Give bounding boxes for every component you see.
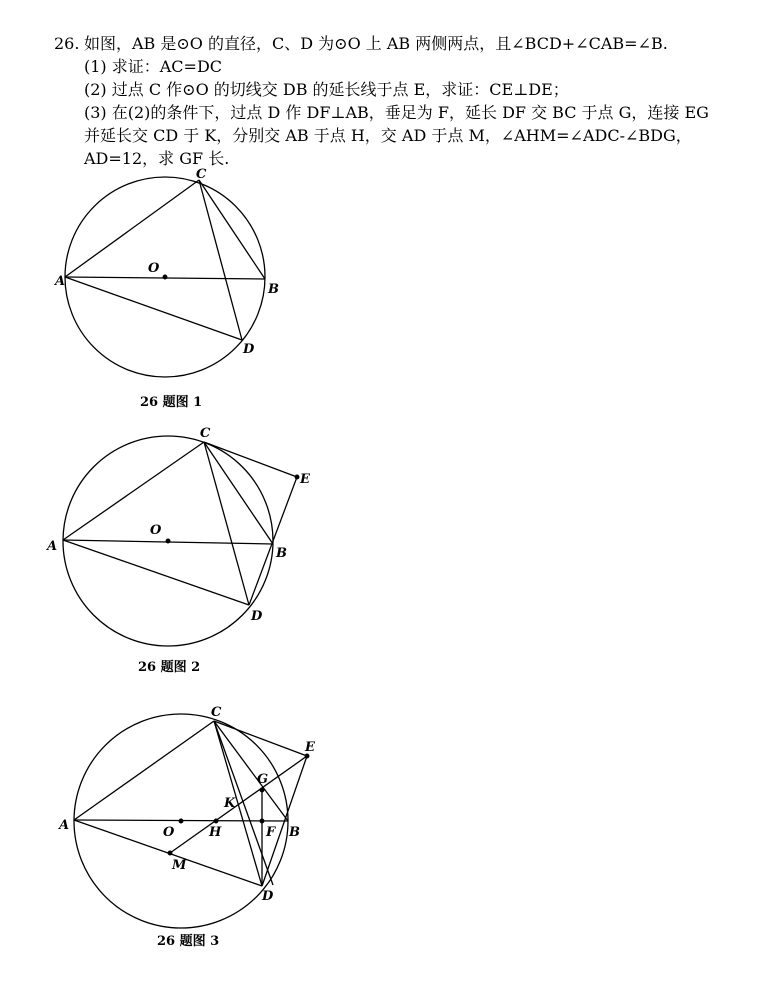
fig3-label-m: M <box>172 858 187 873</box>
fig2-segment-ad <box>63 540 249 605</box>
fig2-point-e-dot <box>295 475 299 479</box>
fig2-label-e: E <box>300 472 310 487</box>
fig2-label-d: D <box>251 609 263 624</box>
fig3-point-f-dot <box>260 819 264 823</box>
part-3-line-3: AD=12，求 GF 长. <box>84 149 230 168</box>
part-2: (2) 过点 C 作⊙O 的切线交 DB 的延长线于点 E，求证：CE⊥DE； <box>84 80 569 99</box>
fig3-center-dot <box>179 819 183 823</box>
fig1-label-c: C <box>196 167 207 182</box>
figure-2-labels <box>45 426 311 675</box>
fig3-label-c: C <box>211 705 222 720</box>
fig3-label-k: K <box>224 796 236 811</box>
fig1-label-b: B <box>268 282 279 297</box>
fig2-tangent-ce <box>204 442 297 477</box>
fig1-segment-ac <box>65 180 199 277</box>
fig3-segment-cd <box>214 721 262 886</box>
fig2-label-a: A <box>47 539 58 554</box>
fig3-label-a: A <box>59 818 70 833</box>
fig2-segment-cb <box>204 442 273 544</box>
fig3-point-g-dot <box>260 788 264 792</box>
fig1-segment-cd <box>199 180 242 340</box>
fig1-label-o: O <box>148 261 160 276</box>
fig3-tangent-ce <box>214 721 307 756</box>
fig3-label-f: F <box>266 825 276 840</box>
part-3-line-2: 并延长交 CD 于 K，分别交 AB 于点 H，交 AD 于点 M，∠AHM=∠ADC-∠BDG， <box>84 126 692 145</box>
fig1-label-d: D <box>243 342 255 357</box>
fig2-label-c: C <box>200 426 211 441</box>
fig3-label-o: O <box>163 825 175 840</box>
fig2-label-b: B <box>276 546 287 561</box>
fig2-caption: 26 题图 2 <box>138 660 201 675</box>
fig2-label-o: O <box>150 523 162 538</box>
fig1-label-a: A <box>55 274 66 289</box>
fig3-point-h-dot <box>214 819 218 823</box>
fig1-caption: 26 题图 1 <box>140 395 203 410</box>
fig3-segment-ac <box>74 721 214 820</box>
fig2-center-dot <box>166 539 170 543</box>
question-number: 26. <box>54 34 80 53</box>
fig3-caption: 26 题图 3 <box>157 934 220 949</box>
fig3-label-e: E <box>305 740 315 755</box>
fig1-center-dot <box>163 275 167 279</box>
question-stem: 如图，AB 是⊙O 的直径，C、D 为⊙O 上 AB 两侧两点，且∠BCD+∠CAB=∠B. <box>84 34 668 53</box>
figure-2 <box>63 436 299 646</box>
fig2-segment-ac <box>63 442 204 540</box>
fig3-point-m-dot <box>168 851 172 855</box>
part-3-line-1: (3) 在(2)的条件下，过点 D 作 DF⊥AB，垂足为 F，延长 DF 交 BC 于点 G，连接 EG <box>84 103 709 122</box>
figure-3 <box>74 714 309 928</box>
part-1: (1) 求证：AC=DC <box>84 57 223 76</box>
figure-1 <box>65 177 265 377</box>
fig3-label-g: G <box>257 772 269 787</box>
fig3-label-b: B <box>289 825 300 840</box>
fig2-line-ed <box>249 477 297 605</box>
fig1-segment-cb <box>199 180 265 279</box>
fig3-segment-cd2 <box>214 721 273 885</box>
fig3-label-h: H <box>209 825 222 840</box>
fig1-segment-ad <box>65 277 242 340</box>
fig3-label-d: D <box>262 889 274 904</box>
